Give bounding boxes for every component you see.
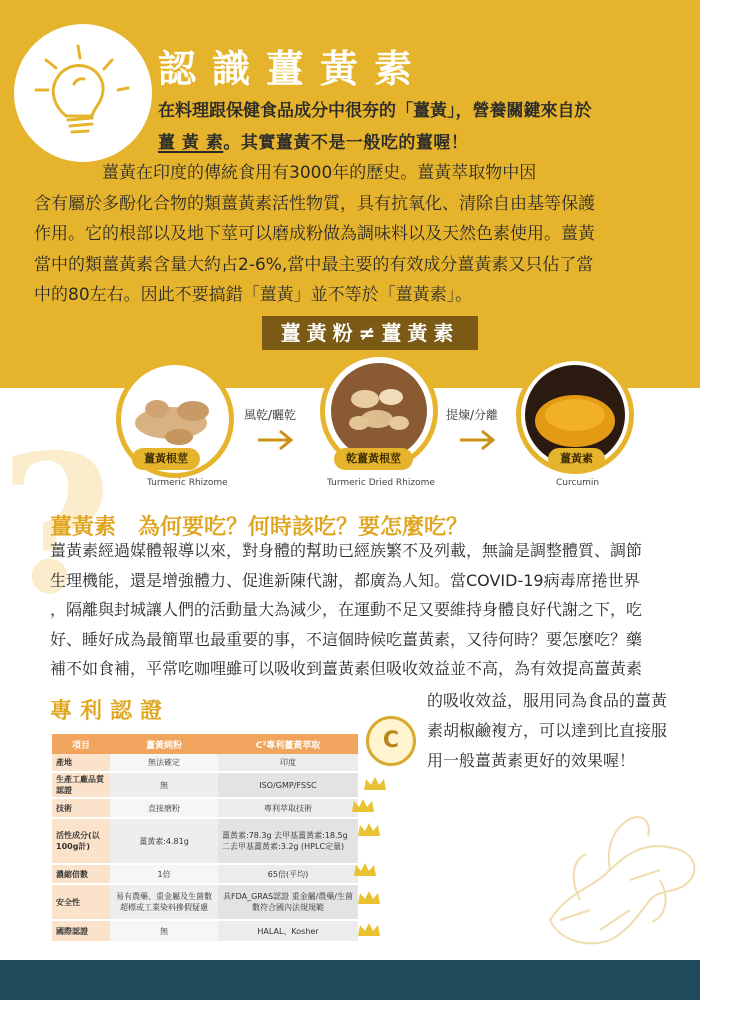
intro-line-1: 在料理跟保健食品成分中很夯的「薑黃」，營養關鍵來自於	[158, 101, 592, 121]
stage-label: 薑黃素	[548, 448, 605, 470]
table-header-row	[52, 734, 358, 754]
patent-comparison-table	[52, 734, 358, 943]
column-header: C³專利薑黃萃取	[218, 734, 358, 754]
row-key: 安全性	[52, 884, 110, 920]
row-key: 生產工廠品質認證	[52, 772, 110, 798]
turmeric-powder-cell: 易有農藥、重金屬及生菌數超標或工業染料摻假疑慮	[110, 884, 218, 920]
paragraph-line: 生理機能，還是增強體力、促進新陳代謝，都廣為人知。當COVID-19病毒席捲世界	[50, 570, 640, 590]
step-label: 提煉/分離	[446, 408, 499, 422]
column-header: 項目	[52, 734, 110, 754]
crown-icon	[356, 922, 382, 938]
patent-title: 專利認證	[50, 699, 171, 724]
stage-label: 乾薑黃根莖	[334, 448, 413, 470]
table-row	[52, 772, 358, 798]
stage-english-label: Curcumin	[556, 478, 600, 488]
column-header: 薑黃純粉	[110, 734, 218, 754]
row-key: 技術	[52, 798, 110, 818]
paragraph-line: 的吸收效益，服用同為食品的薑黃	[427, 691, 668, 710]
crown-icon	[356, 890, 382, 906]
turmeric-powder-cell: 直接磨粉	[110, 798, 218, 818]
stage-label: 薑黃根莖	[132, 448, 200, 470]
extract-cell: 專利萃取技術	[218, 798, 358, 818]
arrow-right-icon	[256, 428, 296, 452]
intro-keyword: 薑 黃 素	[158, 133, 224, 153]
table-row	[52, 798, 358, 818]
table-row	[52, 754, 358, 772]
crown-icon	[362, 776, 388, 792]
intro-paragraph	[34, 158, 682, 311]
crown-icon	[352, 862, 378, 878]
paragraph-line: 作用。它的根部以及地下莖可以磨成粉做為調味料以及天然色素使用。薑黃	[34, 224, 595, 244]
turmeric-powder-cell: 薑黃素:4.81g	[110, 818, 218, 864]
stage-english-label: Turmeric Dried Rhizome	[327, 478, 435, 488]
arrow-right-icon	[458, 428, 498, 452]
table-row	[52, 884, 358, 920]
intro-line-2-rest: 。其實薑黃不是一般吃的薑喔！	[223, 133, 469, 153]
turmeric-powder-cell: 無法確定	[110, 754, 218, 772]
row-key: 活性成分(以100g計)	[52, 818, 110, 864]
row-key: 國際認證	[52, 920, 110, 942]
extract-cell: 薑黃素:78.3g 去甲基薑黃素:18.5g 二去甲基薑黃素:3.2g (HPLC定量)	[218, 818, 358, 864]
paragraph-line: 當中的類薑黃素含量大約占2-6%,當中最主要的有效成分薑黃素又只佔了當	[34, 254, 594, 275]
extract-cell: ISO/GMP/FSSC	[218, 772, 358, 798]
extract-cell: 印度	[218, 754, 358, 772]
row-key: 濃縮倍數	[52, 864, 110, 884]
crown-icon	[356, 822, 382, 838]
table-row	[52, 920, 358, 942]
lightbulb-badge	[14, 24, 152, 162]
intro-line-2	[158, 128, 468, 153]
question-mark-decoration: ?	[0, 413, 112, 636]
lightbulb-icon	[14, 24, 152, 162]
crown-icon	[350, 798, 376, 814]
ginger-illustration	[520, 770, 710, 960]
extract-cell: 65倍(平均)	[218, 864, 358, 884]
row-key: 產地	[52, 754, 110, 772]
step-label: 風乾/曬乾	[244, 408, 297, 422]
turmeric-powder-cell: 1倍	[110, 864, 218, 884]
paragraph-line: 薑黃在印度的傳統食用有3000年的歷史。薑黃萃取物中因	[34, 163, 537, 183]
paragraph-line: 素胡椒鹼複方，可以達到比直接服	[427, 721, 668, 740]
extract-cell: HALAL、Kosher	[218, 920, 358, 942]
formula-banner: 薑黃粉≠薑黃素	[262, 316, 478, 350]
extract-cell: 具FDA_GRAS認證 重金屬/農藥/生菌數符合國內法規規範	[218, 884, 358, 920]
section-paragraph-continued	[427, 686, 667, 776]
turmeric-powder-cell: 無	[110, 920, 218, 942]
stage-english-label: Turmeric Rhizome	[147, 478, 228, 488]
section-title: 薑黃素 為何要吃？何時該吃？要怎麼吃？	[50, 515, 469, 540]
page-title: 認識薑黃素	[158, 47, 429, 91]
certification-seal: C	[366, 716, 416, 766]
paragraph-line: 含有屬於多酚化合物的類薑黃素活性物質，具有抗氧化、清除自由基等保護	[34, 193, 595, 214]
paragraph-line: 補不如食補，平常吃咖哩雖可以吸收到薑黃素但吸收效益並不高，為有效提高薑黃素	[50, 659, 643, 678]
turmeric-powder-cell: 無	[110, 772, 218, 798]
section-paragraph	[50, 536, 690, 684]
footer-bar	[0, 960, 700, 1000]
paragraph-line: ，隔離與封城讓人們的活動量大為減少，在運動不足又要維持身體良好代謝之下，吃	[50, 600, 643, 619]
table-row	[52, 818, 358, 864]
paragraph-line: 薑黃素經過媒體報導以來，對身體的幫助已經族繁不及列載，無論是調整體質、調節	[50, 541, 643, 560]
paragraph-line: 好、睡好成為最簡單也最重要的事，不這個時候吃薑黃素，又待何時？要怎麼吃？藥	[50, 629, 643, 649]
table-row	[52, 864, 358, 884]
paragraph-line: 中的80左右。因此不要搞錯「薑黃」並不等於「薑黃素」。	[34, 285, 473, 305]
paragraph-line: 用一般薑黃素更好的效果喔！	[427, 751, 636, 770]
